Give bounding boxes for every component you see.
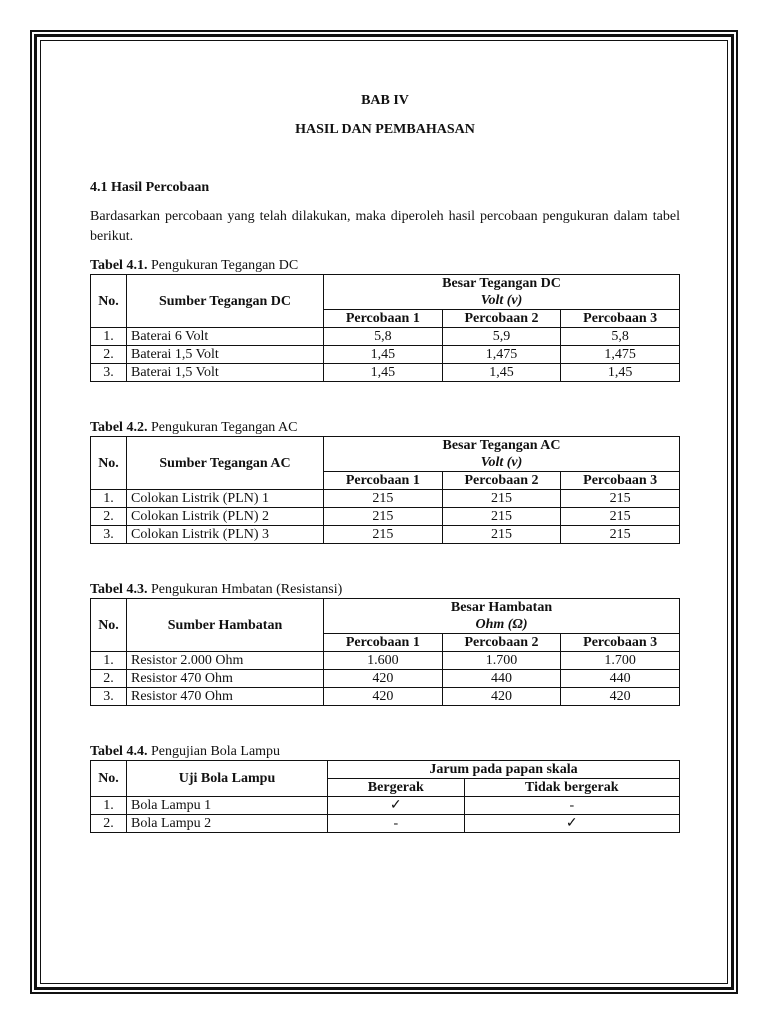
table-row: 3. Resistor 470 Ohm 420 420 420 (91, 688, 680, 706)
table-row: 1. Colokan Listrik (PLN) 1 215 215 215 (91, 490, 680, 508)
table-row: 3. Colokan Listrik (PLN) 3 215 215 215 (91, 526, 680, 544)
table-ac-voltage (90, 436, 680, 544)
col-header-source: Uji Bola Lampu (127, 761, 328, 797)
intro-paragraph: Bardasarkan percobaan yang telah dilakukan, maka diperoleh hasil percobaan pengukuran dalam tabel berikut. (90, 209, 680, 244)
table-4-2-block (90, 419, 680, 544)
col-header-trial: Percobaan 3 (561, 310, 680, 328)
col-header-group: Besar Tegangan DC Volt (v) (324, 275, 680, 310)
col-header-no: No. (91, 275, 127, 328)
col-header-no: No. (91, 437, 127, 490)
col-header-trial: Percobaan 1 (324, 634, 443, 652)
col-header-moving: Bergerak (328, 779, 465, 797)
table-resistance (90, 598, 680, 706)
table-row: 2. Resistor 470 Ohm 420 440 440 (91, 670, 680, 688)
table-4-4-block (90, 743, 680, 833)
table-caption: Tabel 4.2. Pengukuran Tegangan AC (90, 420, 298, 435)
col-header-trial: Percobaan 1 (324, 310, 443, 328)
check-mark-icon: ✓ (328, 797, 465, 815)
col-header-trial: Percobaan 3 (561, 472, 680, 490)
col-header-source: Sumber Tegangan AC (127, 437, 324, 490)
col-header-trial: Percobaan 3 (561, 634, 680, 652)
col-header-group: Jarum pada papan skala (328, 761, 680, 779)
table-row: 3. Baterai 1,5 Volt 1,45 1,45 1,45 (91, 364, 680, 382)
col-header-trial: Percobaan 2 (442, 634, 561, 652)
col-header-trial: Percobaan 2 (442, 472, 561, 490)
table-caption: Tabel 4.1. Pengukuran Tegangan DC (90, 258, 299, 273)
col-header-trial: Percobaan 2 (442, 310, 561, 328)
col-header-trial: Percobaan 1 (324, 472, 443, 490)
chapter-number: BAB IV (361, 93, 409, 108)
table-row: 2. Colokan Listrik (PLN) 2 215 215 215 (91, 508, 680, 526)
col-header-group: Besar Hambatan Ohm (Ω) (324, 599, 680, 634)
document-body (90, 92, 680, 833)
table-row: 2. Baterai 1,5 Volt 1,45 1,475 1,475 (91, 346, 680, 364)
col-header-group: Besar Tegangan AC Volt (v) (324, 437, 680, 472)
table-dc-voltage (90, 274, 680, 382)
check-mark-icon: ✓ (464, 815, 679, 833)
table-row: 2. Bola Lampu 2 - ✓ (91, 815, 680, 833)
col-header-source: Sumber Hambatan (127, 599, 324, 652)
table-4-3-block (90, 581, 680, 706)
table-4-1-block (90, 257, 680, 382)
col-header-no: No. (91, 761, 127, 797)
col-header-source: Sumber Tegangan DC (127, 275, 324, 328)
table-caption: Tabel 4.3. Pengukuran Hmbatan (Resistansi) (90, 582, 343, 597)
section-heading: 4.1 Hasil Percobaan (90, 180, 210, 195)
table-row: 1. Baterai 6 Volt 5,8 5,9 5,8 (91, 328, 680, 346)
col-header-no: No. (91, 599, 127, 652)
table-bulb-test (90, 760, 680, 833)
table-row: 1. Bola Lampu 1 ✓ - (91, 797, 680, 815)
chapter-title: HASIL DAN PEMBAHASAN (295, 122, 475, 137)
col-header-not-moving: Tidak bergerak (464, 779, 679, 797)
table-row: 1. Resistor 2.000 Ohm 1.600 1.700 1.700 (91, 652, 680, 670)
table-caption: Tabel 4.4. Pengujian Bola Lampu (90, 744, 281, 759)
